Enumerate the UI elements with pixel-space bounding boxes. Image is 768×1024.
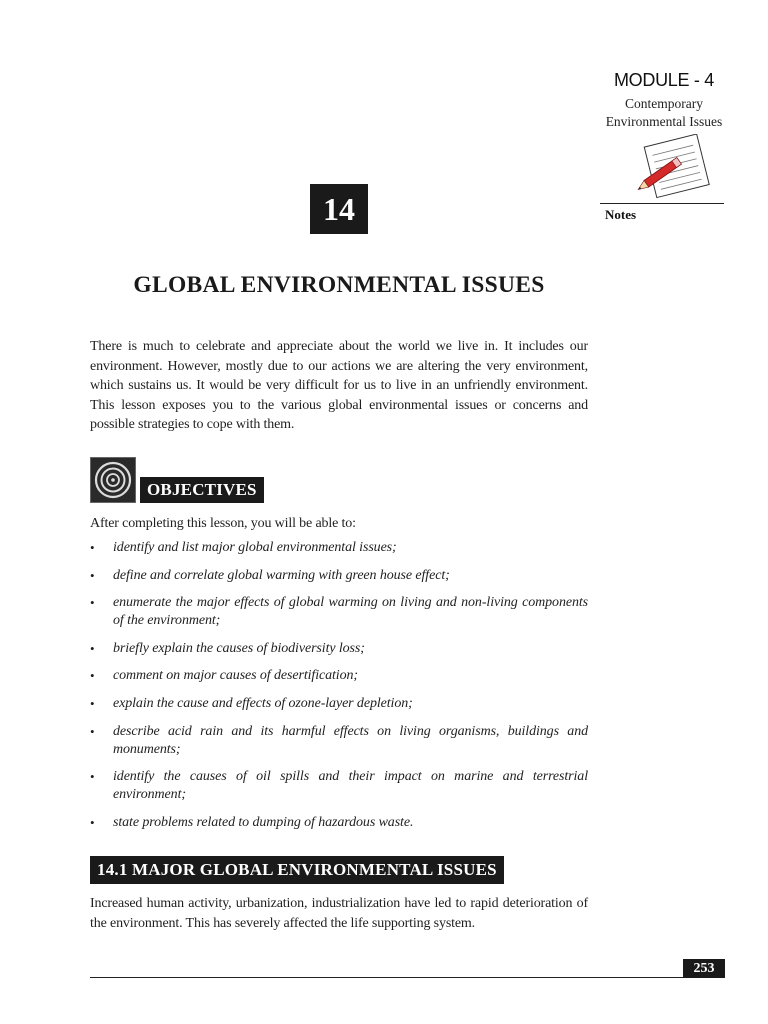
list-item: • enumerate the major effects of global warming on living and non-living components of the environment; bbox=[90, 594, 588, 630]
objectives-list bbox=[90, 539, 588, 841]
module-subtitle-line2: Environmental Issues bbox=[605, 114, 723, 129]
list-item: • describe acid rain and its harmful effects on living organisms, buildings and monuments; bbox=[90, 723, 588, 759]
section-heading: 14.1 MAJOR GLOBAL ENVIRONMENTAL ISSUES bbox=[90, 856, 504, 884]
chapter-number: 14 bbox=[310, 184, 368, 234]
notes-label: Notes bbox=[605, 207, 637, 222]
list-item: • identify and list major global environmental issues; bbox=[90, 539, 588, 557]
list-item: • identify the causes of oil spills and their impact on marine and terrestrial environment; bbox=[90, 768, 588, 804]
notepad-pencil-icon bbox=[636, 134, 716, 200]
objectives-heading: OBJECTIVES bbox=[140, 477, 264, 503]
module-subtitle-line1: Contemporary bbox=[625, 96, 703, 111]
list-item: • comment on major causes of desertification; bbox=[90, 667, 588, 685]
page-number: 253 bbox=[683, 959, 725, 978]
section-paragraph: Increased human activity, urbanization, industrialization have led to rapid deterioration of the environment. This has severely affected the life supporting system. bbox=[90, 896, 588, 931]
objectives-lead: After completing this lesson, you will be able to: bbox=[90, 516, 356, 531]
intro-paragraph: There is much to celebrate and appreciate about the world we live in. It includes our environment. However, mostly due to our actions we are altering the very environment, which sustains us. It would be very difficult for us to live in an unfriendly environment. This lesson exposes you to the various global environmental issues or concerns and possible strategies to cope with them. bbox=[90, 339, 588, 432]
module-subtitle bbox=[596, 95, 732, 131]
footer-divider bbox=[90, 977, 724, 978]
list-item: • briefly explain the causes of biodiversity loss; bbox=[90, 640, 588, 658]
module-title: MODULE - 4 bbox=[613, 70, 715, 90]
target-spiral-icon bbox=[90, 457, 136, 503]
list-item: • state problems related to dumping of hazardous waste. bbox=[90, 814, 588, 832]
list-item: • explain the cause and effects of ozone-layer depletion; bbox=[90, 695, 588, 713]
chapter-title: GLOBAL ENVIRONMENTAL ISSUES bbox=[133, 272, 545, 298]
list-item: • define and correlate global warming with green house effect; bbox=[90, 567, 588, 585]
notes-divider bbox=[600, 203, 724, 204]
